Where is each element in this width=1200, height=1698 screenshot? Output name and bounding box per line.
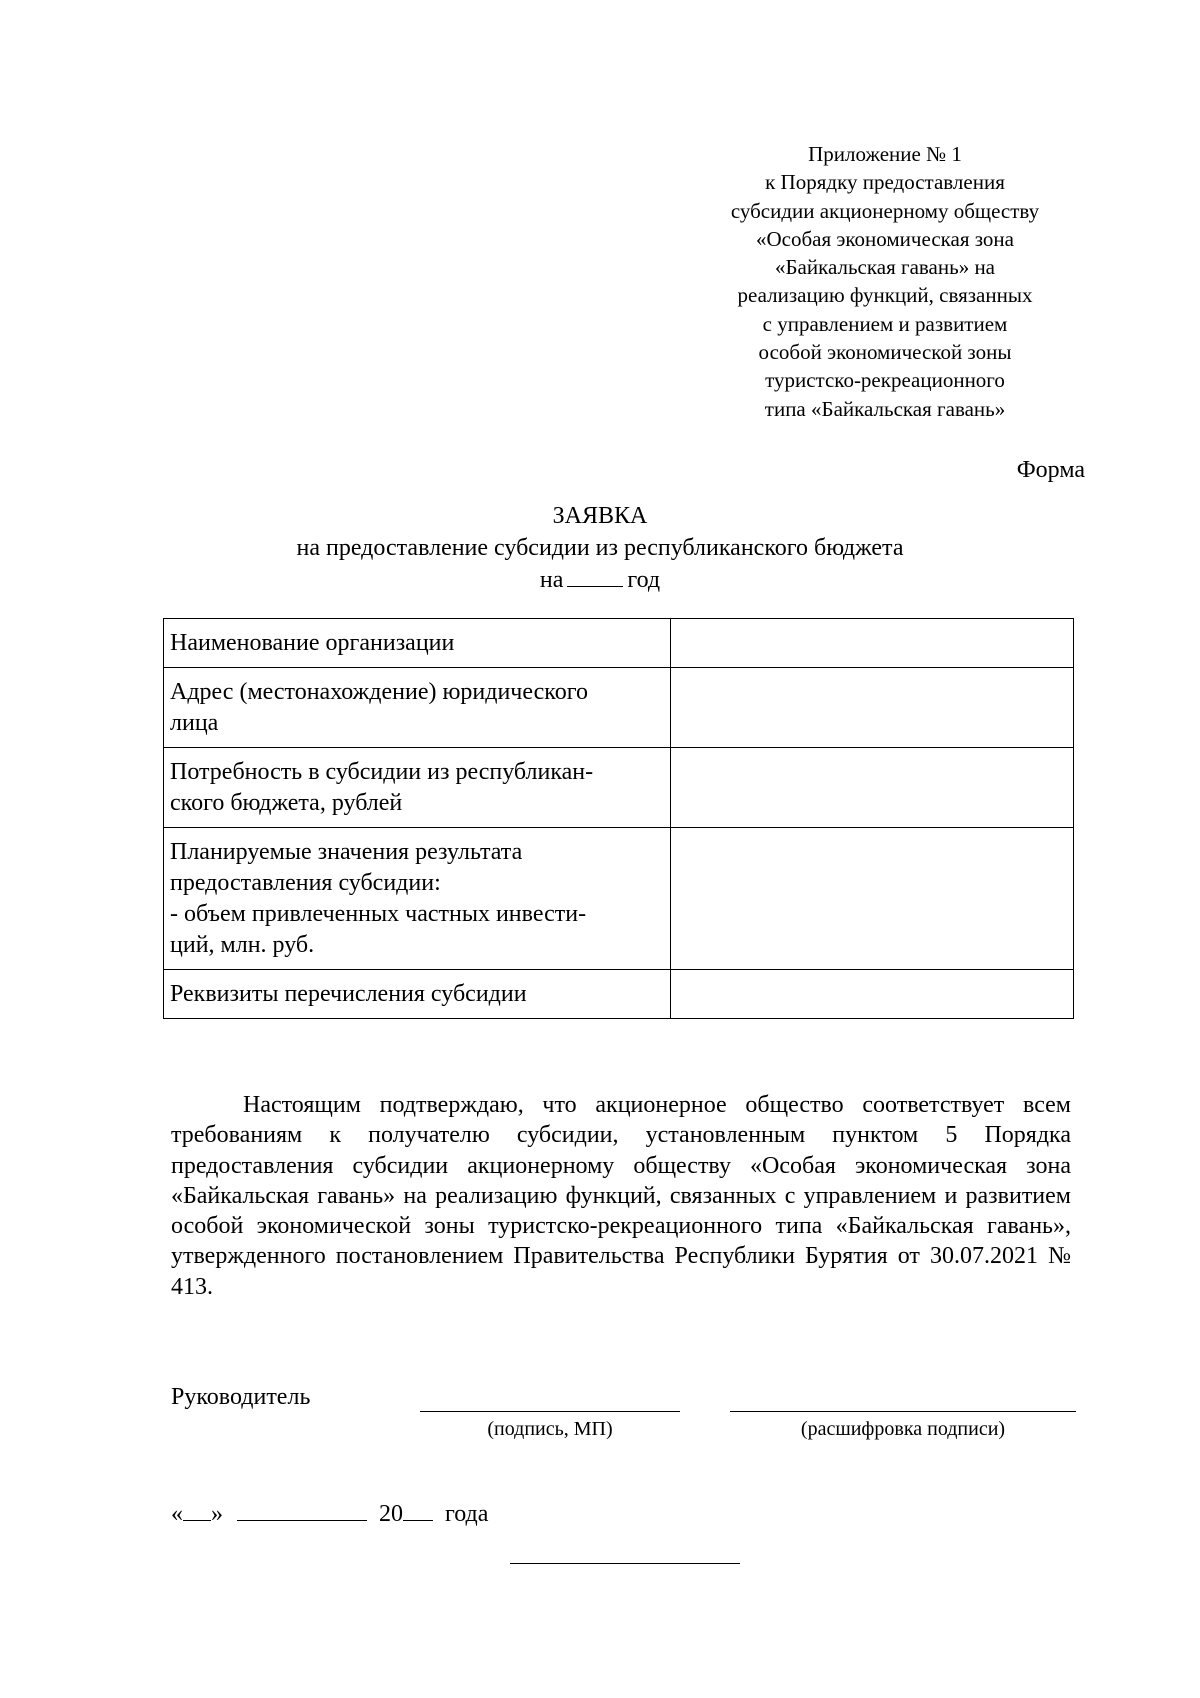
row-label-subsidy-need bbox=[164, 748, 671, 828]
date-row bbox=[171, 1498, 488, 1530]
table-row bbox=[164, 668, 1074, 748]
bottom-separator-line bbox=[510, 1563, 740, 1564]
row-label-organization bbox=[164, 619, 671, 668]
form-label: Форма bbox=[1016, 457, 1085, 483]
row-label-planned-results bbox=[164, 828, 671, 970]
year-line bbox=[0, 564, 1200, 596]
appendix-line: типа «Байкальская гавань» bbox=[764, 396, 1006, 421]
row-value-address[interactable] bbox=[670, 668, 1073, 748]
row-value-subsidy-need[interactable] bbox=[670, 748, 1073, 828]
signature-row bbox=[0, 1382, 1200, 1462]
table-row bbox=[164, 619, 1074, 668]
row-label-line: лица bbox=[170, 710, 219, 736]
signature-line[interactable] bbox=[420, 1411, 680, 1412]
confirmation-paragraph: Настоящим подтверждаю, что акционерное общество соответствует всем требованиям к получателю субсидии, установленным пунктом 5 Порядка предоставления субсидии акционерному обществу «Особая экономическая зона «Байкальская гавань» на реализацию функций, связанных с управлением и развитием особой экономической зоны туристско-рекреационного типа «Байкальская гавань», утвержденного постановлением Правительства Республики Бурятия от 30.07.2021 № 413. bbox=[171, 1092, 1071, 1300]
appendix-line: с управлением и развитием bbox=[762, 311, 1008, 336]
row-value-organization[interactable] bbox=[670, 619, 1073, 668]
document-title-block bbox=[0, 500, 1200, 596]
document-subtitle: на предоставление субсидии из республиканского бюджета bbox=[296, 535, 904, 561]
signature-caption: (подпись, МП) bbox=[487, 1418, 613, 1440]
application-table bbox=[163, 618, 1074, 1019]
table-row bbox=[164, 828, 1074, 970]
row-label-line: Планируемые значения результата bbox=[170, 839, 523, 865]
appendix-line: особой экономической зоны bbox=[758, 340, 1012, 365]
signature-decoding-line[interactable] bbox=[730, 1411, 1076, 1412]
appendix-line: реализацию функций, связанных bbox=[737, 283, 1033, 308]
row-label-line: - объем привлеченных частных инвести- bbox=[170, 901, 587, 927]
row-label-line: Потребность в субсидии из республикан- bbox=[170, 759, 594, 785]
signature-decoding-caption: (расшифровка подписи) bbox=[800, 1418, 1006, 1440]
table-row bbox=[164, 970, 1074, 1019]
row-value-planned-results[interactable] bbox=[670, 828, 1073, 970]
appendix-block bbox=[690, 140, 1080, 423]
date-open-quote: « bbox=[171, 1501, 183, 1527]
row-label-line: Наименование организации bbox=[170, 630, 455, 656]
row-value-bank-details[interactable] bbox=[670, 970, 1073, 1019]
row-label-line: Адрес (местонахождение) юридического bbox=[170, 679, 588, 705]
table-row bbox=[164, 748, 1074, 828]
appendix-line: к Порядку предоставления bbox=[765, 170, 1005, 195]
appendix-line: «Байкальская гавань» на bbox=[774, 255, 996, 280]
appendix-line: «Особая экономическая зона bbox=[756, 226, 1014, 251]
appendix-line: туристско-рекреационного bbox=[765, 368, 1005, 393]
year-prefix: на bbox=[539, 567, 564, 593]
year-suffix: год bbox=[627, 567, 661, 593]
month-blank-field[interactable] bbox=[237, 1498, 367, 1521]
row-label-line: Реквизиты перечисления субсидии bbox=[170, 981, 527, 1007]
day-blank-field[interactable] bbox=[183, 1498, 211, 1521]
date-suffix: года bbox=[445, 1501, 489, 1527]
row-label-line: ций, млн. руб. bbox=[170, 932, 315, 958]
date-close-quote: » bbox=[211, 1501, 223, 1527]
year-blank-field[interactable] bbox=[567, 564, 623, 587]
date-century: 20 bbox=[379, 1501, 403, 1527]
appendix-line: субсидии акционерному обществу bbox=[730, 198, 1040, 223]
row-label-line: предоставления субсидии: bbox=[170, 870, 441, 896]
row-label-bank-details bbox=[164, 970, 671, 1019]
row-label-address bbox=[164, 668, 671, 748]
head-label: Руководитель bbox=[171, 1384, 311, 1410]
document-title: ЗАЯВКА bbox=[552, 503, 648, 529]
year-digits-blank-field[interactable] bbox=[403, 1498, 433, 1521]
row-label-line: ского бюджета, рублей bbox=[170, 790, 403, 816]
appendix-line: Приложение № 1 bbox=[808, 142, 962, 166]
